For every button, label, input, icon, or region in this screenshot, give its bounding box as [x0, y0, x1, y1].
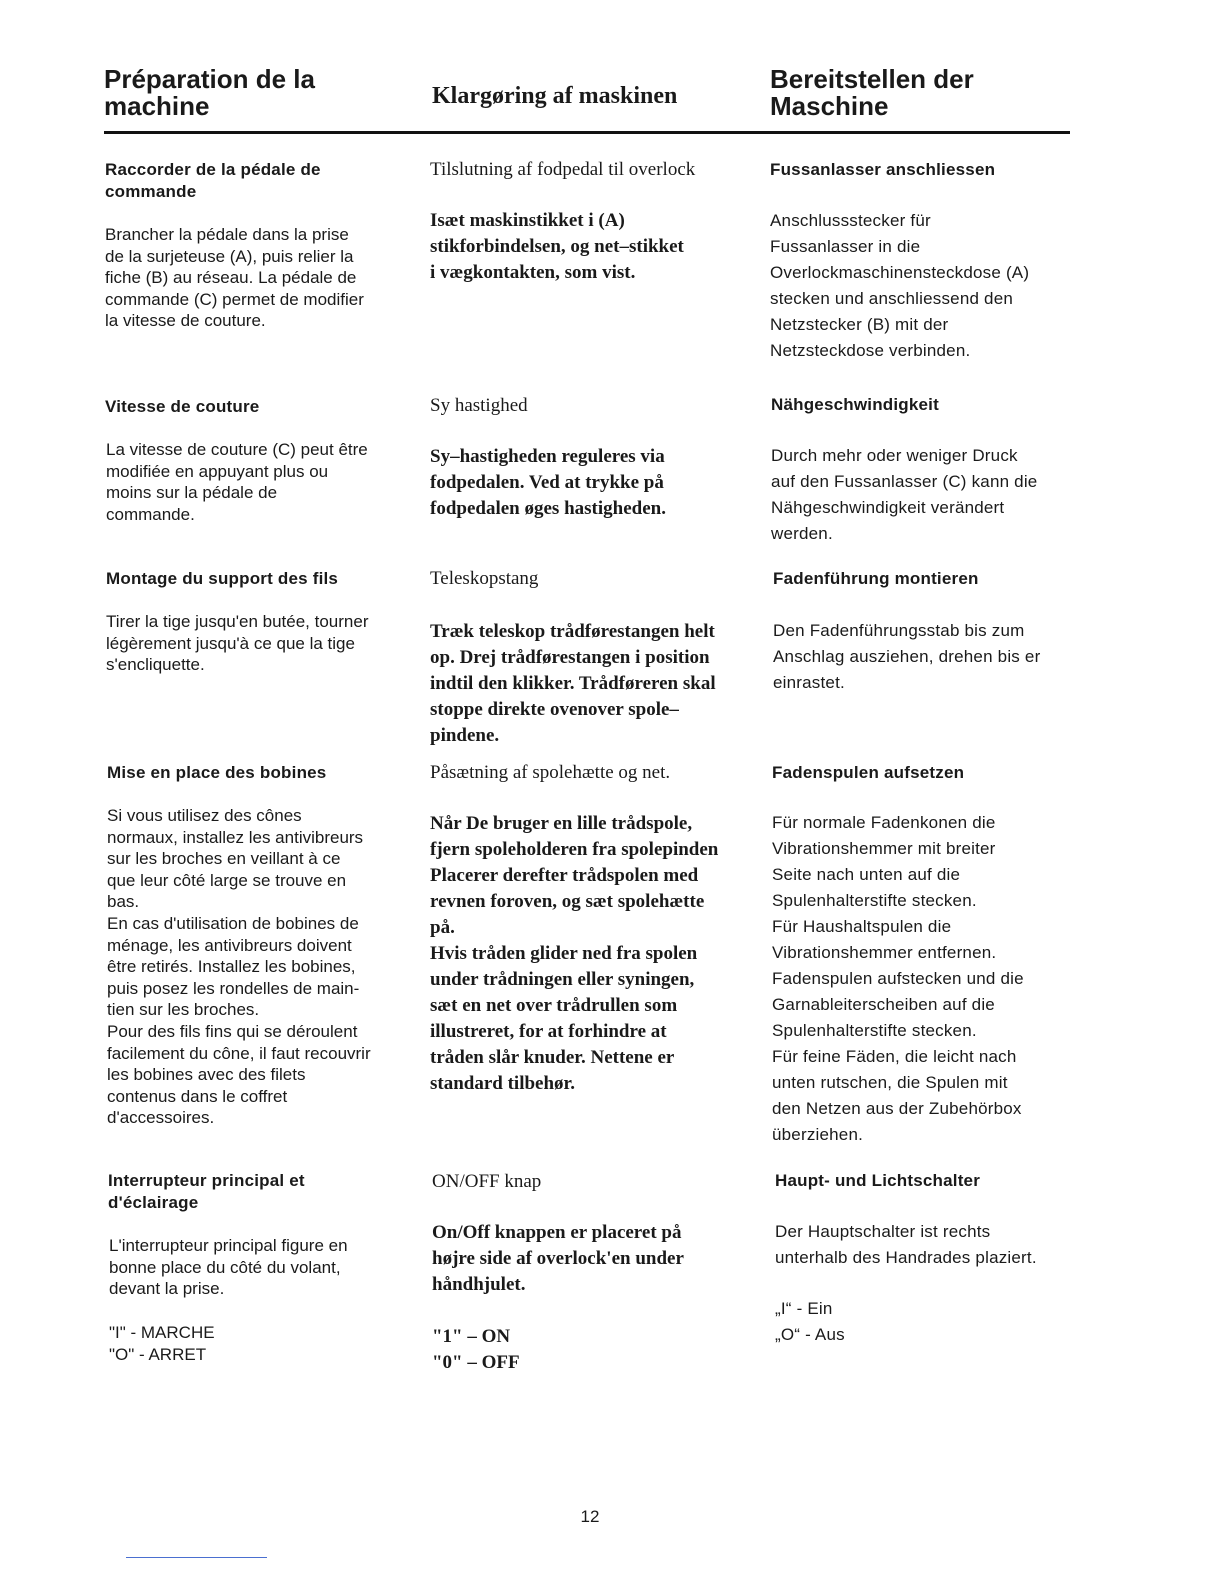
- fr-heading-pedal: Raccorder de la pédale de commande: [105, 160, 321, 201]
- fr-body-thread-guide: Tirer la tige jusqu'en butée, tourner légèrement jusqu'à ce que la tige s'encliquette.: [106, 612, 369, 675]
- da-heading-switch: ON/OFF knap: [432, 1171, 542, 1192]
- de-heading-spools: Fadenspulen aufsetzen: [772, 763, 965, 782]
- de-body-switch: Der Hauptschalter ist rechts unterhalb des Handrades plaziert.: [775, 1222, 1037, 1267]
- da-body-pedal: Isæt maskinstikket i (A) stikforbindelsen, og net–stikket i vægkontakten, som vist.: [430, 210, 684, 283]
- fr-body-pedal: Brancher la pédale dans la prise de la surjeteuse (A), puis relier la fiche (B) au réseau. La pédale de commande (C) permet de modifier la vitesse de couture.: [105, 225, 364, 331]
- fr-heading-thread-guide: Montage du support des fils: [106, 569, 339, 588]
- footer-divider: [126, 1557, 267, 1558]
- da-body-thread-guide: Træk teleskop trådførestangen helt op. Drej trådførestangen i position indtil den klikker. Trådføreren skal stoppe direkte ovenover spole– pindene.: [430, 621, 716, 746]
- fr-heading-spools: Mise en place des bobines: [107, 763, 327, 782]
- fr-body-speed: La vitesse de couture (C) peut être modifiée en appuyant plus ou moins sur la pédale de commande.: [106, 440, 368, 524]
- da-heading-speed: Sy hastighed: [430, 395, 528, 416]
- de-body-spools: Für normale Fadenkonen die Vibrationshemmer mit breiter Seite nach unten auf die Spulenhalterstifte stecken. Für Haushaltspulen die Vibrationshemmer entfernen. Fadenspulen aufstecken und die Garnableiterscheiben auf die Spulenhalterstifte stecken. Für feine Fäden, die leicht nach unten rutschen, die Spulen mit den Netzen aus der Zubehörbox überziehen.: [772, 813, 1024, 1144]
- fr-switch-states: "I" - MARCHE "O" - ARRET: [109, 1323, 215, 1364]
- da-body-switch: On/Off knappen er placeret på højre side af overlock'en under håndhjulet.: [432, 1222, 684, 1295]
- de-heading-speed: Nähgeschwindigkeit: [771, 395, 939, 414]
- page-number: 12: [580, 1507, 600, 1526]
- de-body-speed: Durch mehr oder weniger Druck auf den Fussanlasser (C) kann die Nähgeschwindigkeit verändert werden.: [771, 446, 1038, 543]
- da-body-speed: Sy–hastigheden reguleres via fodpedalen. Ved at trykke på fodpedalen øges hastigheden.: [430, 446, 666, 519]
- title-danish: Klargøring af maskinen: [432, 83, 678, 109]
- da-heading-thread-guide: Teleskopstang: [430, 568, 539, 589]
- de-heading-switch: Haupt- und Lichtschalter: [775, 1171, 981, 1190]
- title-german: Bereitstellen der Maschine: [770, 64, 974, 121]
- fr-body-spools: Si vous utilisez des cônes normaux, installez les antivibreurs sur les broches en veillant à ce que leur côté large se trouve en bas. En cas d'utilisation de bobines de ménage, les antivibreurs doivent être retirés. Installez les bobines, puis posez les rondelles de main- tien sur les broches. Pour des fils fins qui se déroulent facilement du cône, il faut recouvrir les bobines avec des filets contenus dans le coffret d'accessoires.: [107, 806, 371, 1128]
- fr-body-switch: L'interrupteur principal figure en bonne place du côté du volant, devant la prise.: [109, 1236, 348, 1299]
- de-switch-states: „I“ - Ein „O“ - Aus: [775, 1299, 845, 1344]
- da-heading-pedal: Tilslutning af fodpedal til overlock: [430, 159, 696, 180]
- de-heading-thread-guide: Fadenführung montieren: [773, 569, 979, 588]
- da-switch-states: "1" – ON "0" – OFF: [432, 1326, 520, 1373]
- fr-heading-speed: Vitesse de couture: [105, 397, 260, 416]
- de-body-pedal: Anschlussstecker für Fussanlasser in die Overlockmaschinensteckdose (A) stecken und anschliessend den Netzstecker (B) mit der Netzsteckdose verbinden.: [770, 211, 1030, 360]
- da-heading-spools: Påsætning af spolehætte og net.: [430, 762, 671, 783]
- de-body-thread-guide: Den Fadenführungsstab bis zum Anschlag ausziehen, drehen bis er einrastet.: [773, 621, 1041, 692]
- da-body-spools: Når De bruger en lille trådspole, fjern spoleholderen fra spolepinden Placerer derefter trådspolen med revnen foroven, og sæt spolehætte på. Hvis tråden glider ned fra spolen under trådningen eller syningen, sæt en net over trådrullen som illustreret, for at forhindre at tråden slår knuder. Nettene er standard tilbehør.: [430, 813, 719, 1094]
- de-heading-pedal: Fussanlasser anschliessen: [770, 160, 996, 179]
- header-rule: [104, 131, 1070, 134]
- fr-heading-switch: Interrupteur principal et d'éclairage: [108, 1171, 305, 1212]
- title-french: Préparation de la machine: [104, 64, 315, 121]
